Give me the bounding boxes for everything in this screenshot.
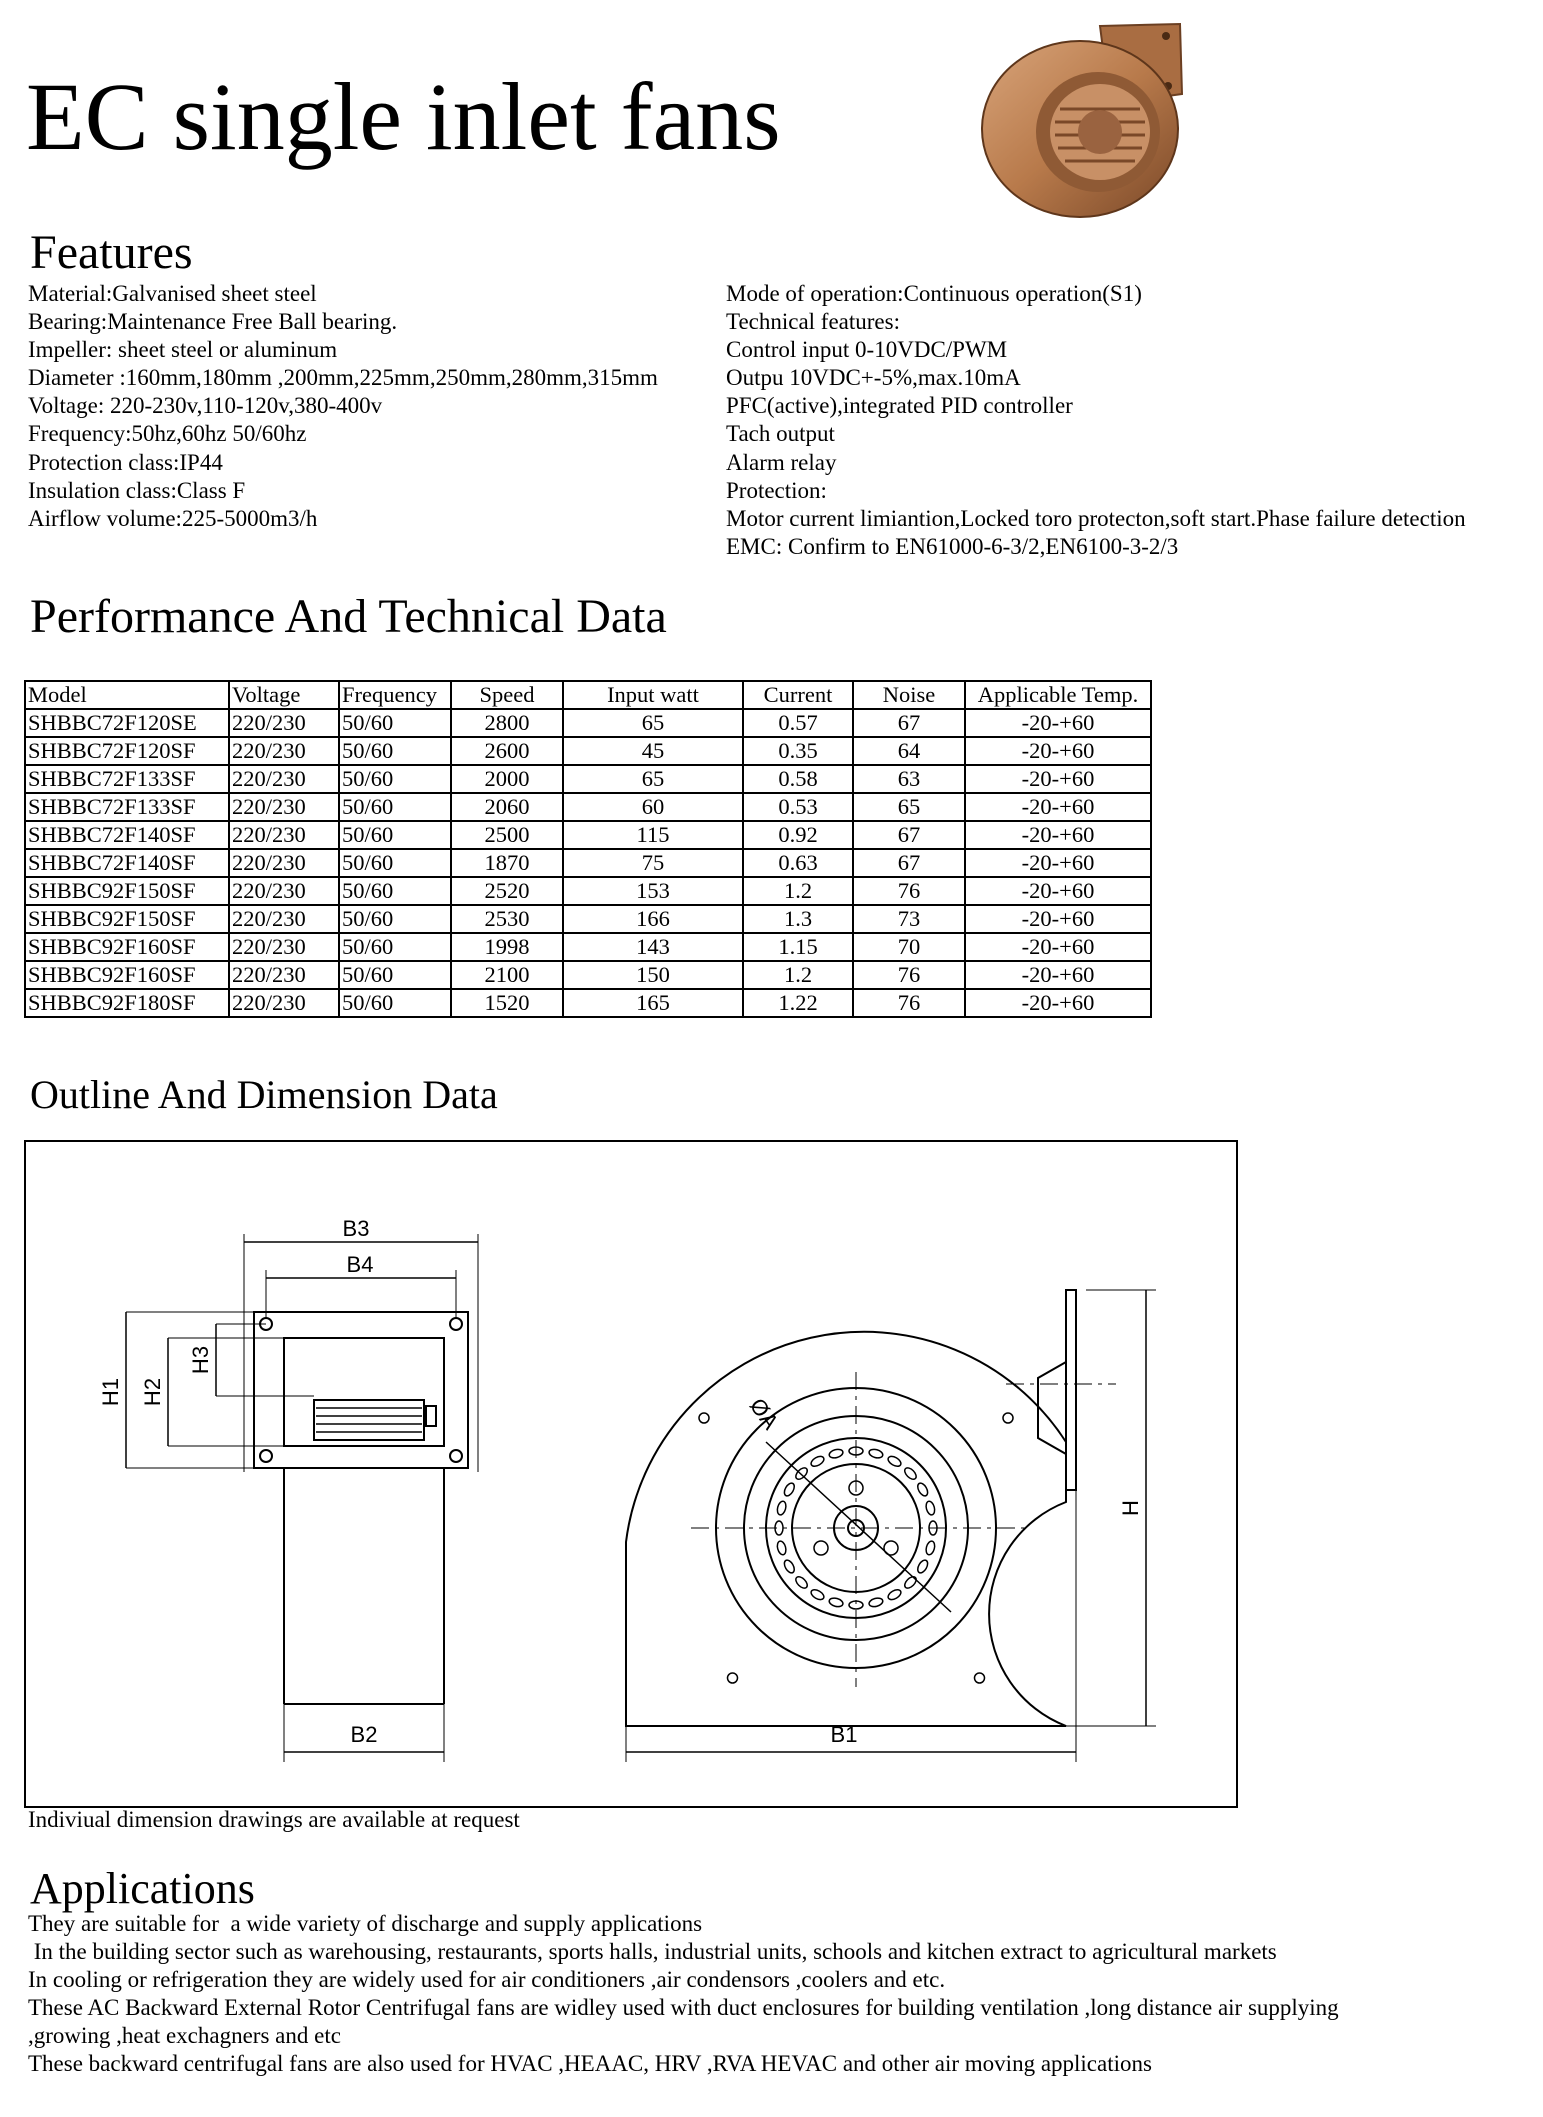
hub-slot [809, 1588, 825, 1602]
hub-slot [886, 1454, 902, 1468]
table-cell: 50/60 [339, 933, 451, 961]
table-cell: -20-+60 [965, 933, 1151, 961]
table-cell: 2060 [451, 793, 563, 821]
table-cell: -20-+60 [965, 765, 1151, 793]
table-cell: 0.57 [743, 709, 853, 737]
table-cell: 50/60 [339, 737, 451, 765]
column-header: Applicable Temp. [965, 681, 1151, 709]
table-cell: 50/60 [339, 793, 451, 821]
table-cell: 0.58 [743, 765, 853, 793]
table-cell: 65 [563, 765, 743, 793]
feature-line: Technical features: [726, 309, 900, 335]
table-cell: 50/60 [339, 989, 451, 1017]
feature-line: Protection: [726, 477, 827, 503]
table-cell: -20-+60 [965, 905, 1151, 933]
table-cell: 220/230 [229, 737, 339, 765]
features-left-list [28, 280, 658, 533]
dim-label-b4: B4 [346, 1252, 374, 1277]
hub-slot [782, 1481, 796, 1497]
table-cell: 50/60 [339, 877, 451, 905]
table-row [25, 877, 1151, 905]
applications-list [28, 1910, 1339, 2079]
feature-line: Airflow volume:225-5000m3/h [28, 505, 318, 531]
table-row [25, 961, 1151, 989]
table-cell: 67 [853, 821, 965, 849]
outlet-opening [284, 1338, 444, 1446]
table-cell: SHBBC72F133SF [25, 793, 229, 821]
table-cell: 76 [853, 961, 965, 989]
hub-slot [868, 1597, 884, 1608]
table-row [25, 709, 1151, 737]
table-cell: -20-+60 [965, 737, 1151, 765]
column-header: Model [25, 681, 229, 709]
application-line: In the building sector such as warehousing, restaurants, sports halls, industrial units, schools and kitchen extract to agricultural markets [28, 1939, 1277, 1965]
hub-slot [828, 1448, 844, 1459]
performance-table [24, 680, 1152, 1018]
table-cell: 2500 [451, 821, 563, 849]
table-row [25, 905, 1151, 933]
feature-line: Alarm relay [726, 449, 837, 475]
table-cell: SHBBC72F120SF [25, 737, 229, 765]
feature-line: PFC(active),integrated PID controller [726, 393, 1073, 419]
feature-line: Mode of operation:Continuous operation(S1) [726, 281, 1142, 306]
dim-label-b2: B2 [350, 1722, 378, 1747]
dimension-drawing [24, 1140, 1238, 1808]
table-cell: 153 [563, 877, 743, 905]
table-cell: SHBBC92F160SF [25, 933, 229, 961]
hub-slot [903, 1575, 919, 1591]
table-cell: 50/60 [339, 961, 451, 989]
table-cell: 220/230 [229, 765, 339, 793]
table-cell: SHBBC72F120SE [25, 709, 229, 737]
table-cell: 2800 [451, 709, 563, 737]
table-cell: 2000 [451, 765, 563, 793]
table-cell: 1998 [451, 933, 563, 961]
hub-slot [886, 1588, 902, 1602]
table-cell: -20-+60 [965, 793, 1151, 821]
applications-heading: Applications [30, 1864, 255, 1913]
table-cell: 220/230 [229, 793, 339, 821]
table-cell: 115 [563, 821, 743, 849]
hub-slot [809, 1454, 825, 1468]
table-cell: 220/230 [229, 849, 339, 877]
hub-slot [916, 1481, 930, 1497]
features-heading: Features [30, 226, 193, 279]
table-cell: -20-+60 [965, 849, 1151, 877]
table-cell: 165 [563, 989, 743, 1017]
dim-label-b1: B1 [830, 1722, 858, 1747]
table-cell: 70 [853, 933, 965, 961]
outlet-flange [1066, 1290, 1076, 1490]
column-header: Voltage [229, 681, 339, 709]
table-cell: 75 [563, 849, 743, 877]
table-cell: SHBBC72F140SF [25, 849, 229, 877]
fan-product-image [970, 14, 1210, 229]
table-cell: 143 [563, 933, 743, 961]
table-cell: 50/60 [339, 709, 451, 737]
dim-label-h2: H2 [140, 1377, 165, 1407]
table-row [25, 765, 1151, 793]
table-cell: 220/230 [229, 961, 339, 989]
mount-hole [699, 1413, 709, 1423]
feature-line: Voltage: 220-230v,110-120v,380-400v [28, 393, 383, 419]
table-cell: 50/60 [339, 849, 451, 877]
table-cell: 0.53 [743, 793, 853, 821]
mount-hole [975, 1673, 985, 1683]
table-cell: SHBBC72F133SF [25, 765, 229, 793]
dim-label-phi-a: ØA [744, 1393, 784, 1434]
dim-label-h3: H3 [188, 1345, 213, 1375]
table-cell: -20-+60 [965, 989, 1151, 1017]
table-cell: 2600 [451, 737, 563, 765]
table-cell: SHBBC92F160SF [25, 961, 229, 989]
table-cell: 166 [563, 905, 743, 933]
hub-slot [903, 1466, 919, 1482]
table-cell: 220/230 [229, 709, 339, 737]
table-cell: 76 [853, 989, 965, 1017]
feature-line: Frequency:50hz,60hz 50/60hz [28, 421, 307, 447]
features-right-list [726, 280, 1466, 561]
application-line: ,growing ,heat exchagners and etc [28, 2023, 341, 2049]
hub-slot [782, 1558, 796, 1574]
motor-housing [314, 1400, 424, 1440]
feature-line: Insulation class:Class F [28, 477, 246, 503]
table-cell: 50/60 [339, 821, 451, 849]
application-line: These AC Backward External Rotor Centrifugal fans are widley used with duct enclosures for building ventilation ,long distance air supplying [28, 1995, 1339, 2021]
feature-line: Motor current limiantion,Locked toro protecton,soft start.Phase failure detection [726, 505, 1466, 531]
bolt-hole [450, 1450, 462, 1462]
hub-slot [916, 1558, 930, 1574]
table-cell: 1.22 [743, 989, 853, 1017]
table-cell: 2100 [451, 961, 563, 989]
table-cell: 50/60 [339, 905, 451, 933]
hub-slot [925, 1540, 936, 1556]
table-cell: 1.2 [743, 961, 853, 989]
table-cell: 220/230 [229, 877, 339, 905]
table-cell: -20-+60 [965, 709, 1151, 737]
column-header: Current [743, 681, 853, 709]
dimension-note: Indiviual dimension drawings are available at request [28, 1807, 520, 1832]
feature-line: Outpu 10VDC+-5%,max.10mA [726, 365, 1021, 391]
table-cell: 63 [853, 765, 965, 793]
dim-label-b3: B3 [342, 1216, 370, 1241]
table-cell: 0.63 [743, 849, 853, 877]
table-cell: 73 [853, 905, 965, 933]
column-header: Input watt [563, 681, 743, 709]
mount-hole [1003, 1413, 1013, 1423]
table-row [25, 989, 1151, 1017]
feature-line: Diameter :160mm,180mm ,200mm,225mm,250mm,280mm,315mm [28, 365, 658, 391]
feature-line: Material:Galvanised sheet steel [28, 281, 317, 306]
column-header: Frequency [339, 681, 451, 709]
dim-label-h1: H1 [98, 1377, 123, 1407]
table-cell: 1520 [451, 989, 563, 1017]
feature-line: EMC: Confirm to EN61000-6-3/2,EN6100-3-2/3 [726, 533, 1179, 559]
table-cell: 1.15 [743, 933, 853, 961]
table-cell: -20-+60 [965, 821, 1151, 849]
table-cell: -20-+60 [965, 961, 1151, 989]
table-cell: 60 [563, 793, 743, 821]
feature-line: Control input 0-10VDC/PWM [726, 337, 1008, 363]
table-cell: 64 [853, 737, 965, 765]
table-row [25, 933, 1151, 961]
table-cell: 50/60 [339, 765, 451, 793]
bolt-hole [260, 1450, 272, 1462]
table-cell: 45 [563, 737, 743, 765]
hub-slot [776, 1540, 787, 1556]
table-cell: 220/230 [229, 989, 339, 1017]
table-cell: 67 [853, 849, 965, 877]
application-line: In cooling or refrigeration they are widely used for air conditioners ,air condensors ,coolers and etc. [28, 1967, 946, 1993]
table-cell: SHBBC72F140SF [25, 821, 229, 849]
feature-line: Protection class:IP44 [28, 449, 223, 475]
table-cell: 2530 [451, 905, 563, 933]
hub-slot [776, 1500, 787, 1516]
bolt-hole [450, 1318, 462, 1330]
table-cell: -20-+60 [965, 877, 1151, 905]
table-cell: SHBBC92F150SF [25, 877, 229, 905]
hub-slot [794, 1575, 810, 1591]
table-row [25, 821, 1151, 849]
table-row [25, 849, 1151, 877]
column-header: Speed [451, 681, 563, 709]
mount-hole [728, 1673, 738, 1683]
table-cell: 1.3 [743, 905, 853, 933]
column-header: Noise [853, 681, 965, 709]
feature-line: Bearing:Maintenance Free Ball bearing. [28, 309, 398, 335]
feature-line: Impeller: sheet steel or aluminum [28, 337, 338, 363]
performance-heading: Performance And Technical Data [30, 590, 667, 643]
mount-hole [814, 1541, 828, 1555]
application-line: These backward centrifugal fans are also used for HVAC ,HEAAC, HRV ,RVA HEVAC and other air moving applications [28, 2051, 1152, 2077]
table-row [25, 793, 1151, 821]
hub-slot [925, 1500, 936, 1516]
hub-slot [828, 1597, 844, 1608]
table-cell: 0.92 [743, 821, 853, 849]
table-cell: 0.35 [743, 737, 853, 765]
table-cell: 150 [563, 961, 743, 989]
dim-label-h: H [1118, 1500, 1143, 1516]
table-cell: 76 [853, 877, 965, 905]
flange-outline [254, 1312, 468, 1468]
table-cell: 1.2 [743, 877, 853, 905]
table-header-row [25, 681, 1151, 709]
application-line: They are suitable for a wide variety of discharge and supply applications [28, 1911, 703, 1936]
table-cell: SHBBC92F180SF [25, 989, 229, 1017]
table-cell: 65 [853, 793, 965, 821]
table-cell: 65 [563, 709, 743, 737]
table-row [25, 737, 1151, 765]
outline-heading: Outline And Dimension Data [30, 1072, 498, 1117]
table-cell: 220/230 [229, 905, 339, 933]
hub-slot [868, 1448, 884, 1459]
table-cell: 220/230 [229, 933, 339, 961]
table-cell: 2520 [451, 877, 563, 905]
table-cell: 220/230 [229, 821, 339, 849]
feature-line: Tach output [726, 421, 835, 447]
table-cell: 67 [853, 709, 965, 737]
page-title: EC single inlet fans [26, 63, 781, 170]
table-cell: SHBBC92F150SF [25, 905, 229, 933]
table-cell: 1870 [451, 849, 563, 877]
